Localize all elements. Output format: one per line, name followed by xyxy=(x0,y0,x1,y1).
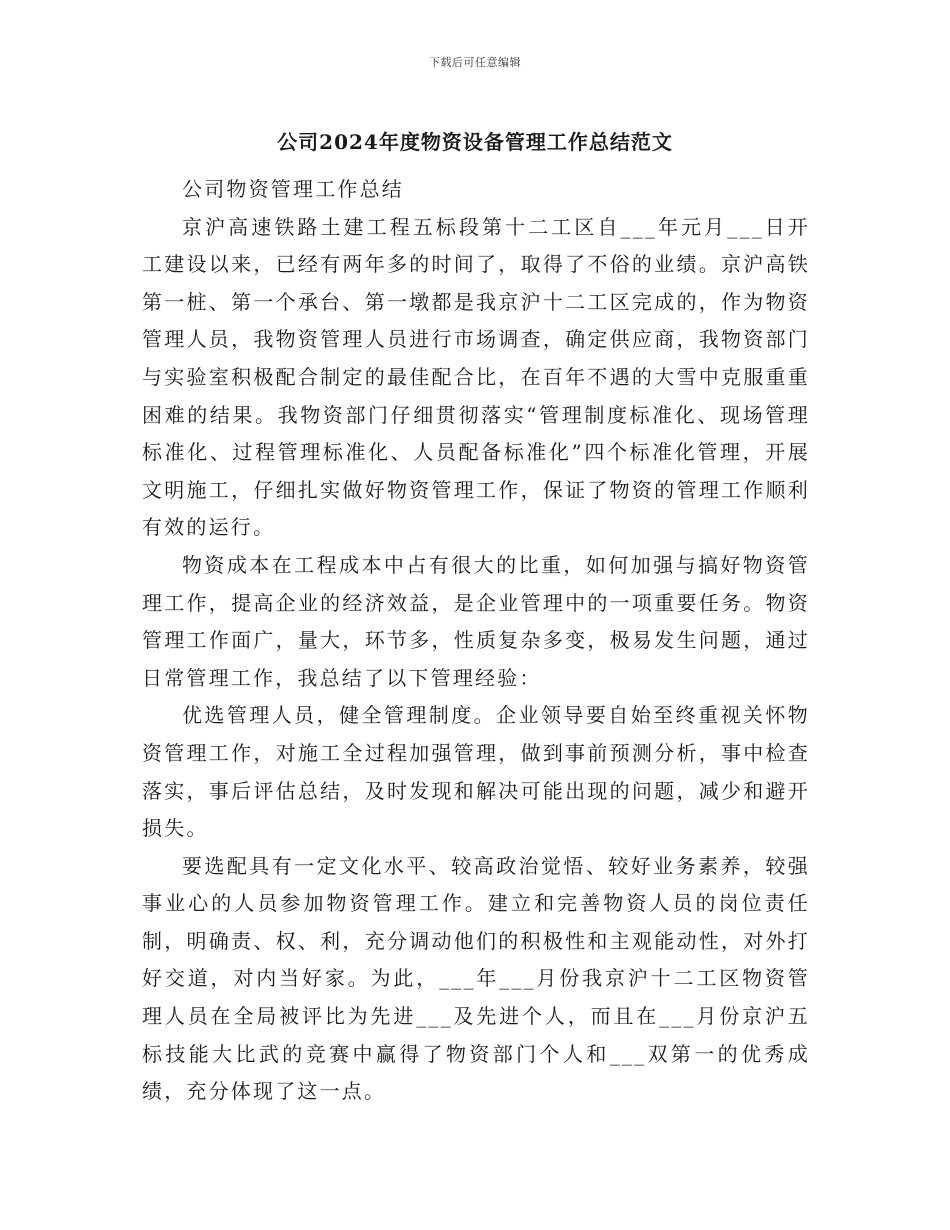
paragraph: 优选管理人员，健全管理制度。企业领导要自始至终重视关怀物资管理工作，对施工全过程加强管理，做到事前预测分析，事中检查落实，事后评估总结，及时发现和解决可能出现的问题，减少和避开损失。 xyxy=(142,703,810,841)
paragraph: 京沪高速铁路土建工程五标段第十二工区自___年元月___日开工建设以来，已经有两年多的时间了，取得了不俗的业绩。京沪高铁第一桩、第一个承台、第一墩都是我京沪十二工区完成的，作为物资管理人员，我物资管理人员进行市场调查，确定供应商，我物资部门与实验室积极配合制定的最佳配合比，在百年不遇的大雪中克服重重困难的结果。我物资部门仔细贯彻落实“管理制度标准化、现场管理标准化、过程管理标准化、人员配备标准化”四个标准化管理，开展文明施工，仔细扎实做好物资管理工作，保证了物资的管理工作顺利有效的运行。 xyxy=(142,214,810,540)
document-title: 公司2024年度物资设备管理工作总结范文 xyxy=(277,130,673,154)
paragraph: 要选配具有一定文化水平、较高政治觉悟、较好业务素养，较强事业心的人员参加物资管理工作。建立和完善物资人员的岗位责任制，明确责、权、利，充分调动他们的积极性和主观能动性，对外打好交道，对内当好家。为此，___年___月份我京沪十二工区物资管理人员在全局被评比为先进___及先进个人，而且在___月份京沪五标技能大比武的竞赛中赢得了物资部门个人和___双第一的优秀成绩，充分体现了这一点。 xyxy=(142,853,810,1104)
page-header-note: 下载后可任意编辑 xyxy=(429,56,521,69)
paragraph: 物资成本在工程成本中占有很大的比重，如何加强与搞好物资管理工作，提高企业的经济效益，是企业管理中的一项重要任务。物资管理工作面广，量大，环节多，性质复杂多变，极易发生问题，通过日常管理工作，我总结了以下管理经验： xyxy=(142,552,810,690)
section-heading: 公司物资管理工作总结 xyxy=(182,177,404,201)
document-body xyxy=(142,171,810,1111)
